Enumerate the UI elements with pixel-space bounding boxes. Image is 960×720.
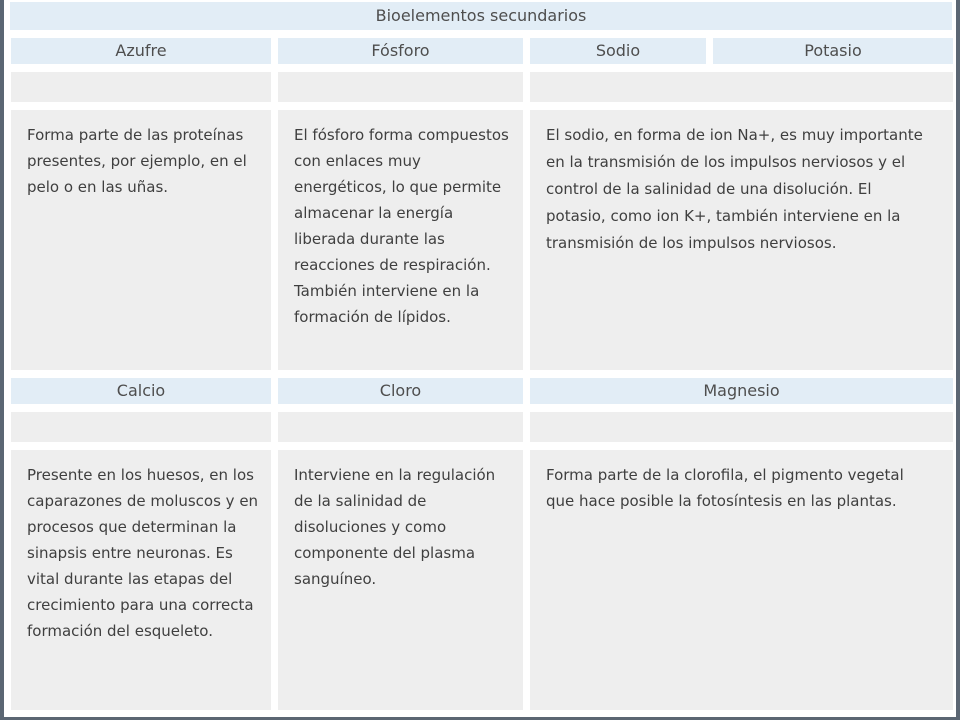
table-title: Bioelementos secundarios (10, 2, 952, 30)
header-sodio: Sodio (530, 38, 706, 64)
content-sodio-potasio: El sodio, en forma de ion Na+, es muy importante en la transmisión de los impulsos nerviosos y el control de la salinidad de una disolución. El potasio, como ion K+, también interviene en la transmisión de los impulsos nerviosos. (530, 110, 953, 370)
content-fosforo: El fósforo forma compuestos con enlaces muy energéticos, lo que permite almacenar la energía liberada durante las reacciones de respiración. También interviene en la formación de lípidos. (278, 110, 523, 370)
content-cloro: Interviene en la regulación de la salinidad de disoluciones y como componente del plasma sanguíneo. (278, 450, 523, 710)
blank-cell (278, 72, 523, 102)
header-azufre: Azufre (11, 38, 271, 64)
header-potasio: Potasio (713, 38, 953, 64)
header-magnesio: Magnesio (530, 378, 953, 404)
header-calcio: Calcio (11, 378, 271, 404)
blank-cell (278, 412, 523, 442)
blank-cell (530, 412, 953, 442)
blank-cell (530, 72, 953, 102)
header-fosforo: Fósforo (278, 38, 523, 64)
content-calcio: Presente en los huesos, en los caparazones de moluscos y en procesos que determinan la sinapsis entre neuronas. Es vital durante las etapas del crecimiento para una correcta formación del esqueleto. (11, 450, 271, 710)
blank-cell (11, 412, 271, 442)
header-cloro: Cloro (278, 378, 523, 404)
content-azufre: Forma parte de las proteínas presentes, por ejemplo, en el pelo o en las uñas. (11, 110, 271, 370)
content-magnesio: Forma parte de la clorofila, el pigmento vegetal que hace posible la fotosíntesis en las plantas. (530, 450, 953, 710)
blank-cell (11, 72, 271, 102)
